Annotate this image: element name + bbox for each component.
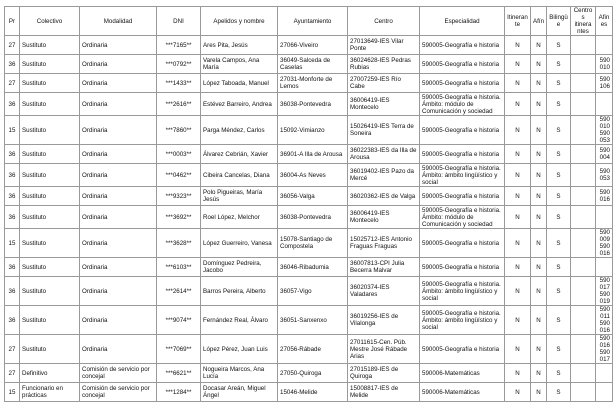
cell-colectivo: Sustituto [20,206,80,229]
afin-code: 590106 [599,76,610,90]
cell-especialidad: 590005-Geografía e historia [420,116,505,145]
cell-pr: 36 [5,306,20,335]
cell-modalidad: Ordinaria [80,36,157,55]
afin-code: 590053 [599,130,610,144]
cell-centro: 27011615-Cen. Púb. Mestre José Rábade Arias [348,335,420,364]
cell-pr: 36 [5,93,20,116]
header-modalidad: Modalidad [80,7,157,36]
cell-especialidad: 590005-Geografía e historia. Ámbito: ámbito lingüístico y social [420,306,505,335]
cell-nombre: Barros Pereira, Alberto [201,277,278,306]
table-row [5,229,613,258]
cell-nombre: Fernández Real, Álvaro [201,306,278,335]
cell-centros-itinerantes [571,164,596,187]
cell-itinerante: N [505,145,531,164]
cell-pr: 36 [5,258,20,277]
afin-code: 590016 [599,243,610,257]
cell-pr: 27 [5,74,20,93]
cell-pr: 15 [5,116,20,145]
cell-afines [596,116,613,145]
cell-colectivo: Sustituto [20,335,80,364]
cell-afines [596,306,613,335]
cell-afines [596,145,613,164]
header-afin: Afín [531,7,547,36]
cell-centros-itinerantes [571,36,596,55]
cell-colectivo: Sustituto [20,258,80,277]
cell-afines [596,229,613,258]
cell-centro: 36019256-IES de Vilalonga [348,306,420,335]
cell-dni: ***3692** [157,206,201,229]
cell-modalidad: Comisión de servicio por concejal [80,383,157,402]
afin-code: 590053 [599,168,610,182]
cell-modalidad: Ordinaria [80,93,157,116]
table-row [5,258,613,277]
cell-centro: 27015189-IES de Quiroga [348,364,420,383]
table-row [5,36,613,55]
table-row [5,383,613,402]
cell-bilingue: S [547,364,571,383]
cell-modalidad: Ordinaria [80,187,157,206]
header-itinerante: Itinerante [505,7,531,36]
cell-afines [596,277,613,306]
cell-modalidad: Ordinaria [80,116,157,145]
cell-pr: 36 [5,164,20,187]
cell-bilingue: S [547,74,571,93]
cell-afines [596,187,613,206]
header-colectivo: Colectivo [20,7,80,36]
header-afines: Afines [596,7,613,36]
cell-bilingue: S [547,335,571,364]
cell-modalidad: Ordinaria [80,206,157,229]
cell-especialidad: 590006-Matemáticas [420,364,505,383]
cell-afines [596,364,613,383]
cell-bilingue: S [547,306,571,335]
cell-ayuntamiento: 36901-A Illa de Arousa [278,145,348,164]
cell-itinerante: N [505,74,531,93]
cell-centro: 36020362-IES de Valga [348,187,420,206]
cell-afin: N [531,36,547,55]
cell-pr: 27 [5,36,20,55]
cell-dni: ***0003** [157,145,201,164]
cell-colectivo: Sustituto [20,93,80,116]
cell-centro: 36020374-IES Valadares [348,277,420,306]
cell-centros-itinerantes [571,335,596,364]
cell-itinerante: N [505,55,531,74]
cell-ayuntamiento: 15078-Santiago de Compostela [278,229,348,258]
header-ayuntamiento: Ayuntamiento [278,7,348,36]
cell-nombre: Álvarez Cebrián, Xavier [201,145,278,164]
cell-afin: N [531,187,547,206]
table-row [5,93,613,116]
cell-itinerante: N [505,206,531,229]
cell-modalidad: Ordinaria [80,229,157,258]
cell-afin: N [531,116,547,145]
cell-centro: 36007813-CPI Julia Becerra Malvar [348,258,420,277]
cell-colectivo: Sustituto [20,164,80,187]
cell-nombre: Estévez Barreiro, Andrea [201,93,278,116]
cell-centro: 36024628-IES Pedras Rubias [348,55,420,74]
cell-modalidad: Ordinaria [80,55,157,74]
cell-ayuntamiento: 36046-Ribadumia [278,258,348,277]
cell-pr: 27 [5,364,20,383]
cell-dni: ***7165** [157,36,201,55]
header-dni: DNI [157,7,201,36]
cell-afines [596,36,613,55]
cell-afin: N [531,206,547,229]
cell-modalidad: Ordinaria [80,145,157,164]
afin-code: 590016 [599,335,610,349]
cell-pr: 27 [5,335,20,364]
afin-code: 590017 [599,349,610,363]
cell-afines [596,383,613,402]
cell-centro: 27013649-IES Vilar Ponte [348,36,420,55]
cell-especialidad: 590005-Geografía e historia. Ámbito: módulo de Comunicación y sociedad [420,93,505,116]
cell-especialidad: 590005-Geografía e historia [420,36,505,55]
cell-dni: ***1433** [157,74,201,93]
afin-code: 590010 [599,116,610,130]
cell-itinerante: N [505,364,531,383]
cell-dni: ***7069** [157,335,201,364]
cell-itinerante: N [505,229,531,258]
cell-centro: 36006419-IES Montecelo [348,93,420,116]
cell-pr: 15 [5,229,20,258]
cell-dni: ***3628** [157,229,201,258]
cell-ayuntamiento: 15046-Melide [278,383,348,402]
cell-especialidad: 590005-Geografía e historia [420,145,505,164]
cell-ayuntamiento: 36057-Vigo [278,277,348,306]
cell-centros-itinerantes [571,55,596,74]
cell-afin: N [531,335,547,364]
cell-especialidad: 590005-Geografía e historia [420,187,505,206]
cell-itinerante: N [505,306,531,335]
assignments-table [4,6,613,402]
cell-especialidad: 590005-Geografía e historia [420,55,505,74]
cell-afines [596,164,613,187]
cell-afin: N [531,364,547,383]
cell-itinerante: N [505,164,531,187]
cell-pr: 15 [5,383,20,402]
cell-nombre: López Guerreiro, Vanesa [201,229,278,258]
cell-afin: N [531,229,547,258]
cell-nombre: Varela Campos, Ana María [201,55,278,74]
cell-itinerante: N [505,335,531,364]
cell-afin: N [531,306,547,335]
cell-centro: 15025712-IES Antonio Fraguas Fraguas [348,229,420,258]
table-row [5,187,613,206]
cell-centros-itinerantes [571,277,596,306]
cell-ayuntamiento: 27031-Monforte de Lemos [278,74,348,93]
cell-afines [596,335,613,364]
cell-centros-itinerantes [571,93,596,116]
afin-code: 590004 [599,147,610,161]
cell-afin: N [531,93,547,116]
cell-centro: 15008817-IES de Melide [348,383,420,402]
cell-centro: 27007259-IES Río Cabe [348,74,420,93]
cell-itinerante: N [505,187,531,206]
cell-nombre: Cibeira Cancelas, Diana [201,164,278,187]
cell-bilingue: S [547,383,571,402]
cell-nombre: Domínguez Pedreira, Jacobo [201,258,278,277]
cell-nombre: López Taboada, Manuel [201,74,278,93]
cell-centros-itinerantes [571,187,596,206]
cell-especialidad: 590006-Matemáticas [420,383,505,402]
cell-centros-itinerantes [571,206,596,229]
cell-dni: ***0792** [157,55,201,74]
cell-pr: 36 [5,206,20,229]
cell-afines [596,258,613,277]
cell-dni: ***7860** [157,116,201,145]
cell-especialidad: 590005-Geografía e historia. Ámbito: ámbito lingüístico y social [420,277,505,306]
cell-dni: ***0462** [157,164,201,187]
cell-especialidad: 590005-Geografía e historia [420,258,505,277]
cell-bilingue: S [547,277,571,306]
cell-centro: 36006419-IES Montecelo [348,206,420,229]
cell-bilingue: S [547,36,571,55]
cell-ayuntamiento: 27050-Quiroga [278,364,348,383]
cell-ayuntamiento: 36051-Sanxenxo [278,306,348,335]
cell-centros-itinerantes [571,258,596,277]
cell-colectivo: Sustituto [20,145,80,164]
cell-colectivo: Sustituto [20,229,80,258]
afin-code: 590019 [599,291,610,305]
cell-afin: N [531,277,547,306]
afin-code: 590009 [599,229,610,243]
header-especialidad: Especialidad [420,7,505,36]
cell-colectivo: Sustituto [20,55,80,74]
cell-especialidad: 590005-Geografía e historia [420,74,505,93]
cell-modalidad: Ordinaria [80,258,157,277]
header-apellidos: Apelidos y nombre [201,7,278,36]
cell-bilingue: S [547,187,571,206]
cell-nombre: Parga Méndez, Carlos [201,116,278,145]
cell-afin: N [531,383,547,402]
cell-itinerante: N [505,93,531,116]
cell-afines [596,55,613,74]
cell-centro: 36019402-IES Pazo da Mercé [348,164,420,187]
cell-pr: 36 [5,55,20,74]
header-centro: Centro [348,7,420,36]
table-row [5,164,613,187]
cell-dni: ***9074** [157,306,201,335]
cell-pr: 36 [5,277,20,306]
cell-bilingue: S [547,229,571,258]
cell-ayuntamiento: 15092-Vimianzo [278,116,348,145]
cell-centros-itinerantes [571,383,596,402]
cell-centros-itinerantes [571,74,596,93]
cell-afin: N [531,74,547,93]
table-row [5,335,613,364]
cell-modalidad: Comisión de servicio por concejal [80,364,157,383]
table-row [5,74,613,93]
cell-ayuntamiento: 36038-Pontevedra [278,206,348,229]
cell-dni: ***2614** [157,277,201,306]
cell-ayuntamiento: 27066-Viveiro [278,36,348,55]
cell-itinerante: N [505,36,531,55]
cell-dni: ***6621** [157,364,201,383]
cell-bilingue: S [547,145,571,164]
cell-colectivo: Sustituto [20,116,80,145]
cell-centros-itinerantes [571,306,596,335]
cell-ayuntamiento: 27056-Rábade [278,335,348,364]
cell-dni: ***9323** [157,187,201,206]
cell-especialidad: 590005-Geografía e historia [420,335,505,364]
cell-nombre: López Pérez, Juan Luis [201,335,278,364]
header-row [5,7,613,36]
header-bilingue: Bilingüe [547,7,571,36]
cell-centros-itinerantes [571,229,596,258]
cell-nombre: Docasar Areán, Miguel Ángel [201,383,278,402]
cell-bilingue: S [547,164,571,187]
cell-afin: N [531,145,547,164]
cell-centro: 15026419-IES Terra de Soneira [348,116,420,145]
afin-code: 590016 [599,320,610,334]
cell-dni: ***2616** [157,93,201,116]
cell-modalidad: Ordinaria [80,335,157,364]
cell-bilingue: S [547,206,571,229]
cell-ayuntamiento: 36004-As Neves [278,164,348,187]
cell-ayuntamiento: 36056-Valga [278,187,348,206]
cell-modalidad: Ordinaria [80,306,157,335]
cell-modalidad: Ordinaria [80,164,157,187]
cell-modalidad: Ordinaria [80,74,157,93]
cell-nombre: Polo Pigueiras, María Jesús [201,187,278,206]
cell-colectivo: Sustituto [20,74,80,93]
header-centros-itinerantes: Centros itinerantes [571,7,596,36]
cell-itinerante: N [505,116,531,145]
cell-centros-itinerantes [571,364,596,383]
cell-ayuntamiento: 36049-Salceda de Caselas [278,55,348,74]
cell-bilingue: S [547,93,571,116]
table-row [5,116,613,145]
cell-nombre: Nogueira Marcos, Ana Lucía [201,364,278,383]
cell-dni: ***1284** [157,383,201,402]
cell-modalidad: Ordinaria [80,277,157,306]
cell-colectivo: Definitivo [20,364,80,383]
cell-nombre: Roel López, Melchor [201,206,278,229]
cell-colectivo: Sustituto [20,277,80,306]
table-row [5,206,613,229]
header-pr: Pr [5,7,20,36]
cell-colectivo: Sustituto [20,36,80,55]
cell-colectivo: Sustituto [20,306,80,335]
cell-centros-itinerantes [571,116,596,145]
cell-especialidad: 590005-Geografía e historia [420,229,505,258]
cell-itinerante: N [505,258,531,277]
cell-afines [596,206,613,229]
table-row [5,277,613,306]
cell-afin: N [531,55,547,74]
cell-dni: ***6103** [157,258,201,277]
cell-nombre: Ares Pita, Jesús [201,36,278,55]
cell-bilingue: S [547,55,571,74]
cell-bilingue: S [547,116,571,145]
cell-pr: 36 [5,187,20,206]
cell-afin: N [531,164,547,187]
table-row [5,145,613,164]
table-row [5,55,613,74]
afin-code: 590011 [599,306,610,320]
cell-colectivo: Sustituto [20,187,80,206]
cell-centros-itinerantes [571,145,596,164]
cell-colectivo: Funcionario en prácticas [20,383,80,402]
cell-ayuntamiento: 36038-Pontevedra [278,93,348,116]
cell-pr: 36 [5,145,20,164]
cell-bilingue: S [547,258,571,277]
cell-afines [596,74,613,93]
cell-itinerante: N [505,277,531,306]
afin-code: 590017 [599,277,610,291]
cell-especialidad: 590005-Geografía e historia. Ámbito: módulo de Comunicación y sociedad [420,206,505,229]
cell-itinerante: N [505,383,531,402]
table-row [5,364,613,383]
afin-code: 590010 [599,57,610,71]
table-row [5,306,613,335]
afin-code: 590016 [599,189,610,203]
cell-centro: 36022383-IES da Illa de Arousa [348,145,420,164]
cell-especialidad: 590005-Geografía e historia. Ámbito: ámbito lingüístico y social [420,164,505,187]
cell-afines [596,93,613,116]
cell-afin: N [531,258,547,277]
